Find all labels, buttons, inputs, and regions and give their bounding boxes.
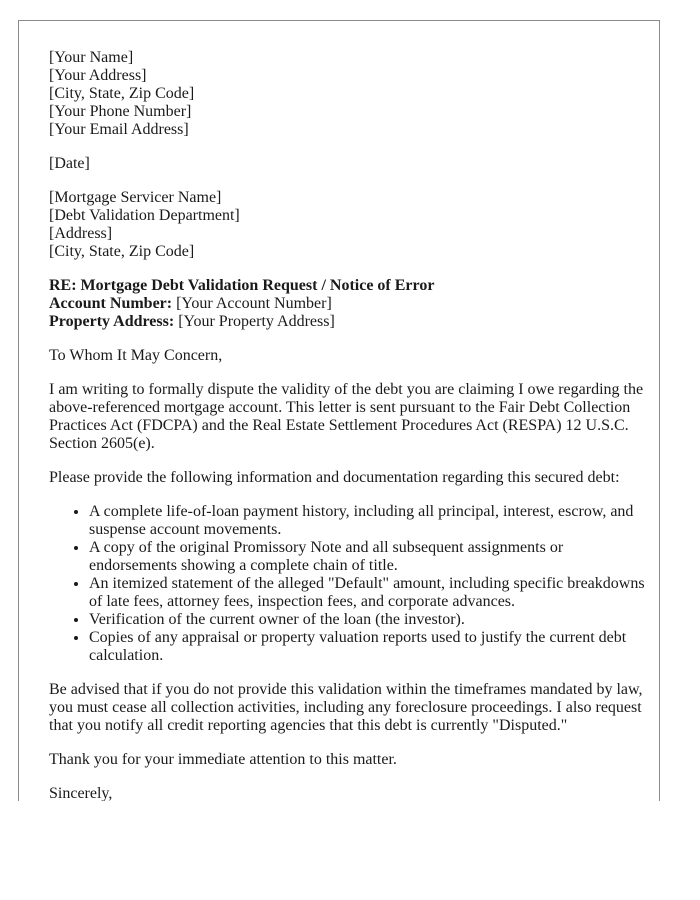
property-address-line bbox=[49, 313, 649, 331]
sender-address: [Your Address] bbox=[49, 67, 147, 84]
subject-block bbox=[49, 277, 649, 331]
account-number-label: Account Number: bbox=[49, 295, 173, 312]
sender-phone: [Your Phone Number] bbox=[49, 103, 192, 120]
list-item: • Verification of the current owner of the loan (the investor). bbox=[89, 611, 649, 629]
recipient-name: [Mortgage Servicer Name] bbox=[49, 189, 222, 206]
letter-page bbox=[18, 20, 660, 801]
paragraph-thanks: Thank you for your immediate attention to this matter. bbox=[49, 751, 397, 768]
account-number-line bbox=[49, 295, 649, 313]
date-block bbox=[49, 155, 649, 173]
list-item: • A complete life-of-loan payment history, including all principal, interest, escrow, and suspense account movements. bbox=[89, 503, 649, 539]
paragraph-advisory: Be advised that if you do not provide this validation within the timeframes mandated by law, you must cease all collection activities, including any foreclosure proceedings. I also request that you notify all credit reporting agencies that this debt is currently "Disputed." bbox=[49, 681, 643, 734]
list-item: • Copies of any appraisal or property valuation reports used to justify the current debt calculation. bbox=[89, 629, 649, 665]
recipient-city-state-zip: [City, State, Zip Code] bbox=[49, 243, 195, 260]
property-address-value: [Your Property Address] bbox=[174, 313, 335, 330]
recipient-department: [Debt Validation Department] bbox=[49, 207, 240, 224]
account-number-value: [Your Account Number] bbox=[172, 295, 332, 312]
subject-line: RE: Mortgage Debt Validation Request / Notice of Error bbox=[49, 277, 435, 294]
sender-email: [Your Email Address] bbox=[49, 121, 189, 138]
letter-content bbox=[49, 49, 649, 801]
property-address-label: Property Address: bbox=[49, 313, 175, 330]
request-list bbox=[49, 503, 649, 665]
list-item: • An itemized statement of the alleged "Default" amount, including specific breakdowns of late fees, attorney fees, inspection fees, and corporate advances. bbox=[89, 575, 649, 611]
letter-date: [Date] bbox=[49, 155, 90, 172]
sender-block bbox=[49, 49, 649, 139]
sender-city-state-zip: [City, State, Zip Code] bbox=[49, 85, 195, 102]
closing: Sincerely, bbox=[49, 785, 113, 801]
recipient-block bbox=[49, 189, 649, 261]
paragraph-request-intro: Please provide the following information and documentation regarding this secured debt: bbox=[49, 469, 620, 486]
paragraph-dispute: I am writing to formally dispute the validity of the debt you are claiming I owe regarding the above-referenced mortgage account. This letter is sent pursuant to the Fair Debt Collection Practices Act (FDCPA) and the Real Estate Settlement Procedures Act (RESPA) 12 U.S.C. Section 2605(e). bbox=[49, 381, 644, 452]
sender-name: [Your Name] bbox=[49, 49, 134, 66]
salutation: To Whom It May Concern, bbox=[49, 347, 223, 364]
recipient-address: [Address] bbox=[49, 225, 113, 242]
list-item: • A copy of the original Promissory Note and all subsequent assignments or endorsements showing a complete chain of title. bbox=[89, 539, 649, 575]
